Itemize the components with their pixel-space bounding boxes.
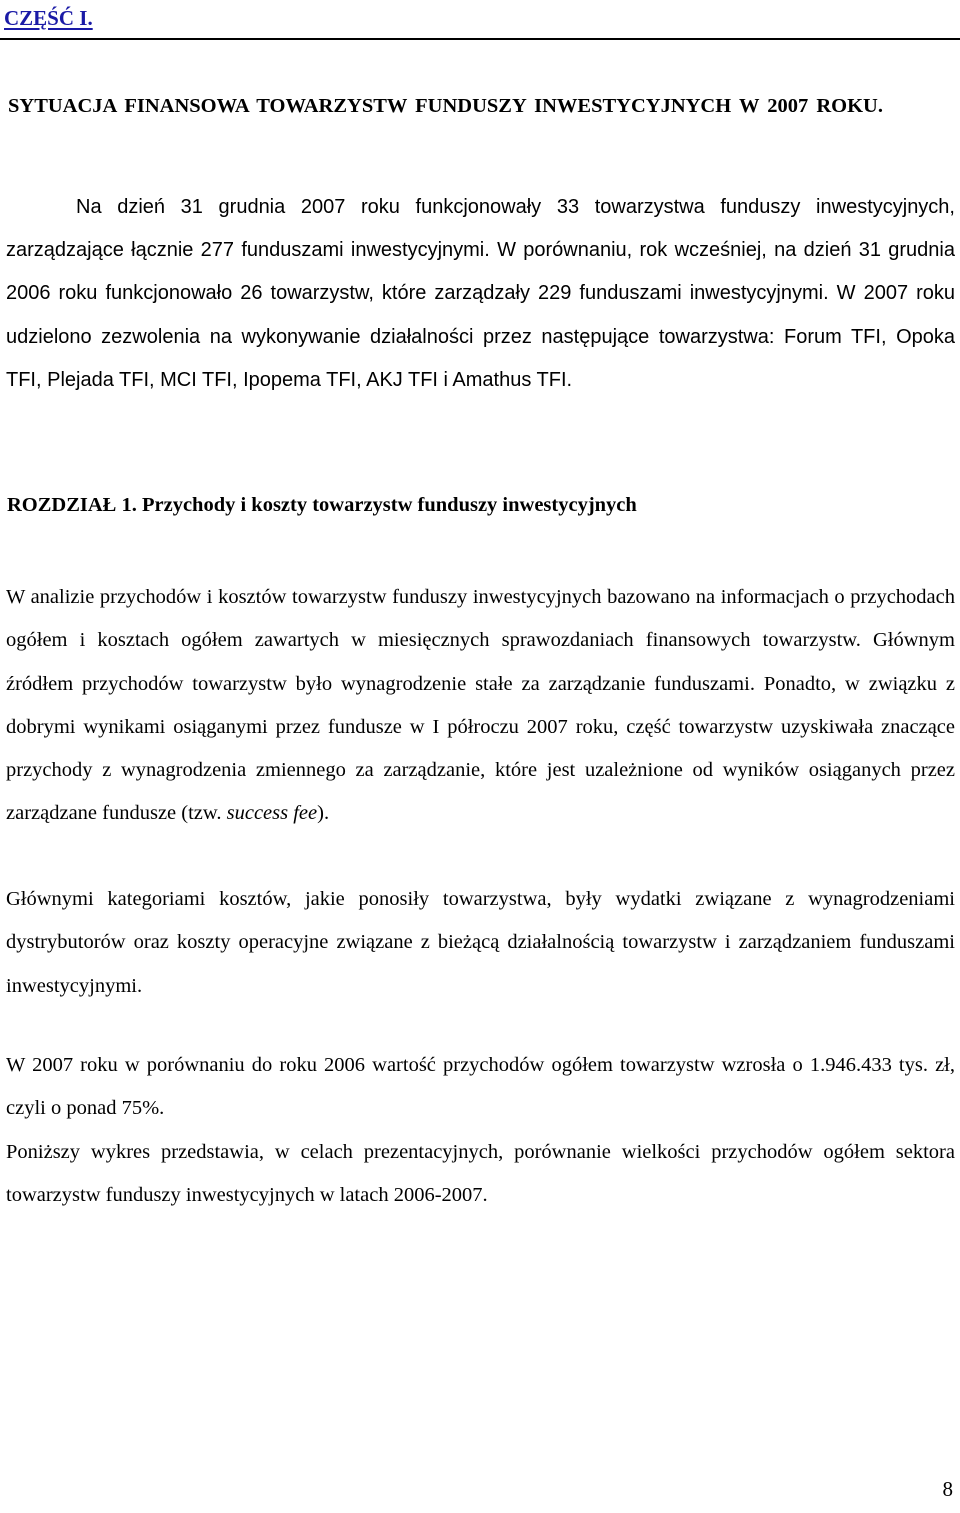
chapter-title: Przychody i koszty towarzystw funduszy inwestycyjnych	[141, 494, 637, 516]
intro-paragraph	[6, 186, 955, 402]
paragraph-1-text: W analizie przychodów i kosztów towarzystw funduszy inwestycyjnych bazowano na informacjach o przychodach ogółem i kosztach ogółem zawartych w miesięcznych sprawozdaniach finansowych towarzystw. Głównym źródłem przychodów towarzystw było wynagrodzenie stałe za zarządzanie funduszami. Ponadto, w związku z dobrymi wynikami osiąganymi przez fundusze w I półroczu 2007 roku, część towarzystw uzyskiwała znaczące przychody z wynagrodzenia zmiennego za zarządzanie, które jest uzależnione od wyników osiąganych przez zarządzane fundusze (tzw.	[6, 586, 955, 825]
paragraph-cost-categories: Głównymi kategoriami kosztów, jakie ponosiły towarzystwa, były wydatki związane z wynagrodzeniami dystrybutorów oraz koszty operacyjne związane z bieżącą działalnością towarzystw i zarządzaniem funduszami inwestycyjnymi.	[6, 888, 955, 997]
chapter-heading	[7, 494, 637, 517]
intro-paragraph-text: Na dzień 31 grudnia 2007 roku funkcjonowały 33 towarzystwa funduszy inwestycyjnych, zarządzające łącznie 277 funduszami inwestycyjnymi. W porównaniu, rok wcześniej, na dzień 31 grudnia 2006 roku funkcjonowało 26 towarzystw, które zarządzały 229 funduszami inwestycyjnymi. W 2007 roku udzielono zezwolenia na wykonywanie działalności przez następujące towarzystwa: Forum TFI, Opoka TFI, Plejada TFI, MCI TFI, Ipopema TFI, AKJ TFI i Amathus TFI.	[6, 196, 955, 391]
success-fee-term: success fee	[226, 802, 318, 825]
paragraph-revenue-growth: W 2007 roku w porównaniu do roku 2006 wartość przychodów ogółem towarzystw wzrosła o 1.946.433 tys. zł, czyli o ponad 75%.	[6, 1054, 955, 1120]
page-number: 8	[942, 1477, 953, 1501]
part-header	[0, 0, 960, 40]
paragraph-1-end: ).	[317, 802, 330, 825]
section-title: SYTUACJA FINANSOWA TOWARZYSTW FUNDUSZY INWESTYCYJNYCH W 2007 ROKU.	[8, 95, 883, 117]
part-title: CZĘŚĆ I.	[4, 6, 93, 30]
chapter-label: ROZDZIAŁ 1.	[7, 494, 137, 516]
paragraph-chart-intro: Poniższy wykres przedstawia, w celach prezentacyjnych, porównanie wielkości przychodów ogółem sektora towarzystw funduszy inwestycyjnych w latach 2006-2007.	[6, 1141, 955, 1207]
paragraph-revenue-analysis	[6, 576, 955, 836]
